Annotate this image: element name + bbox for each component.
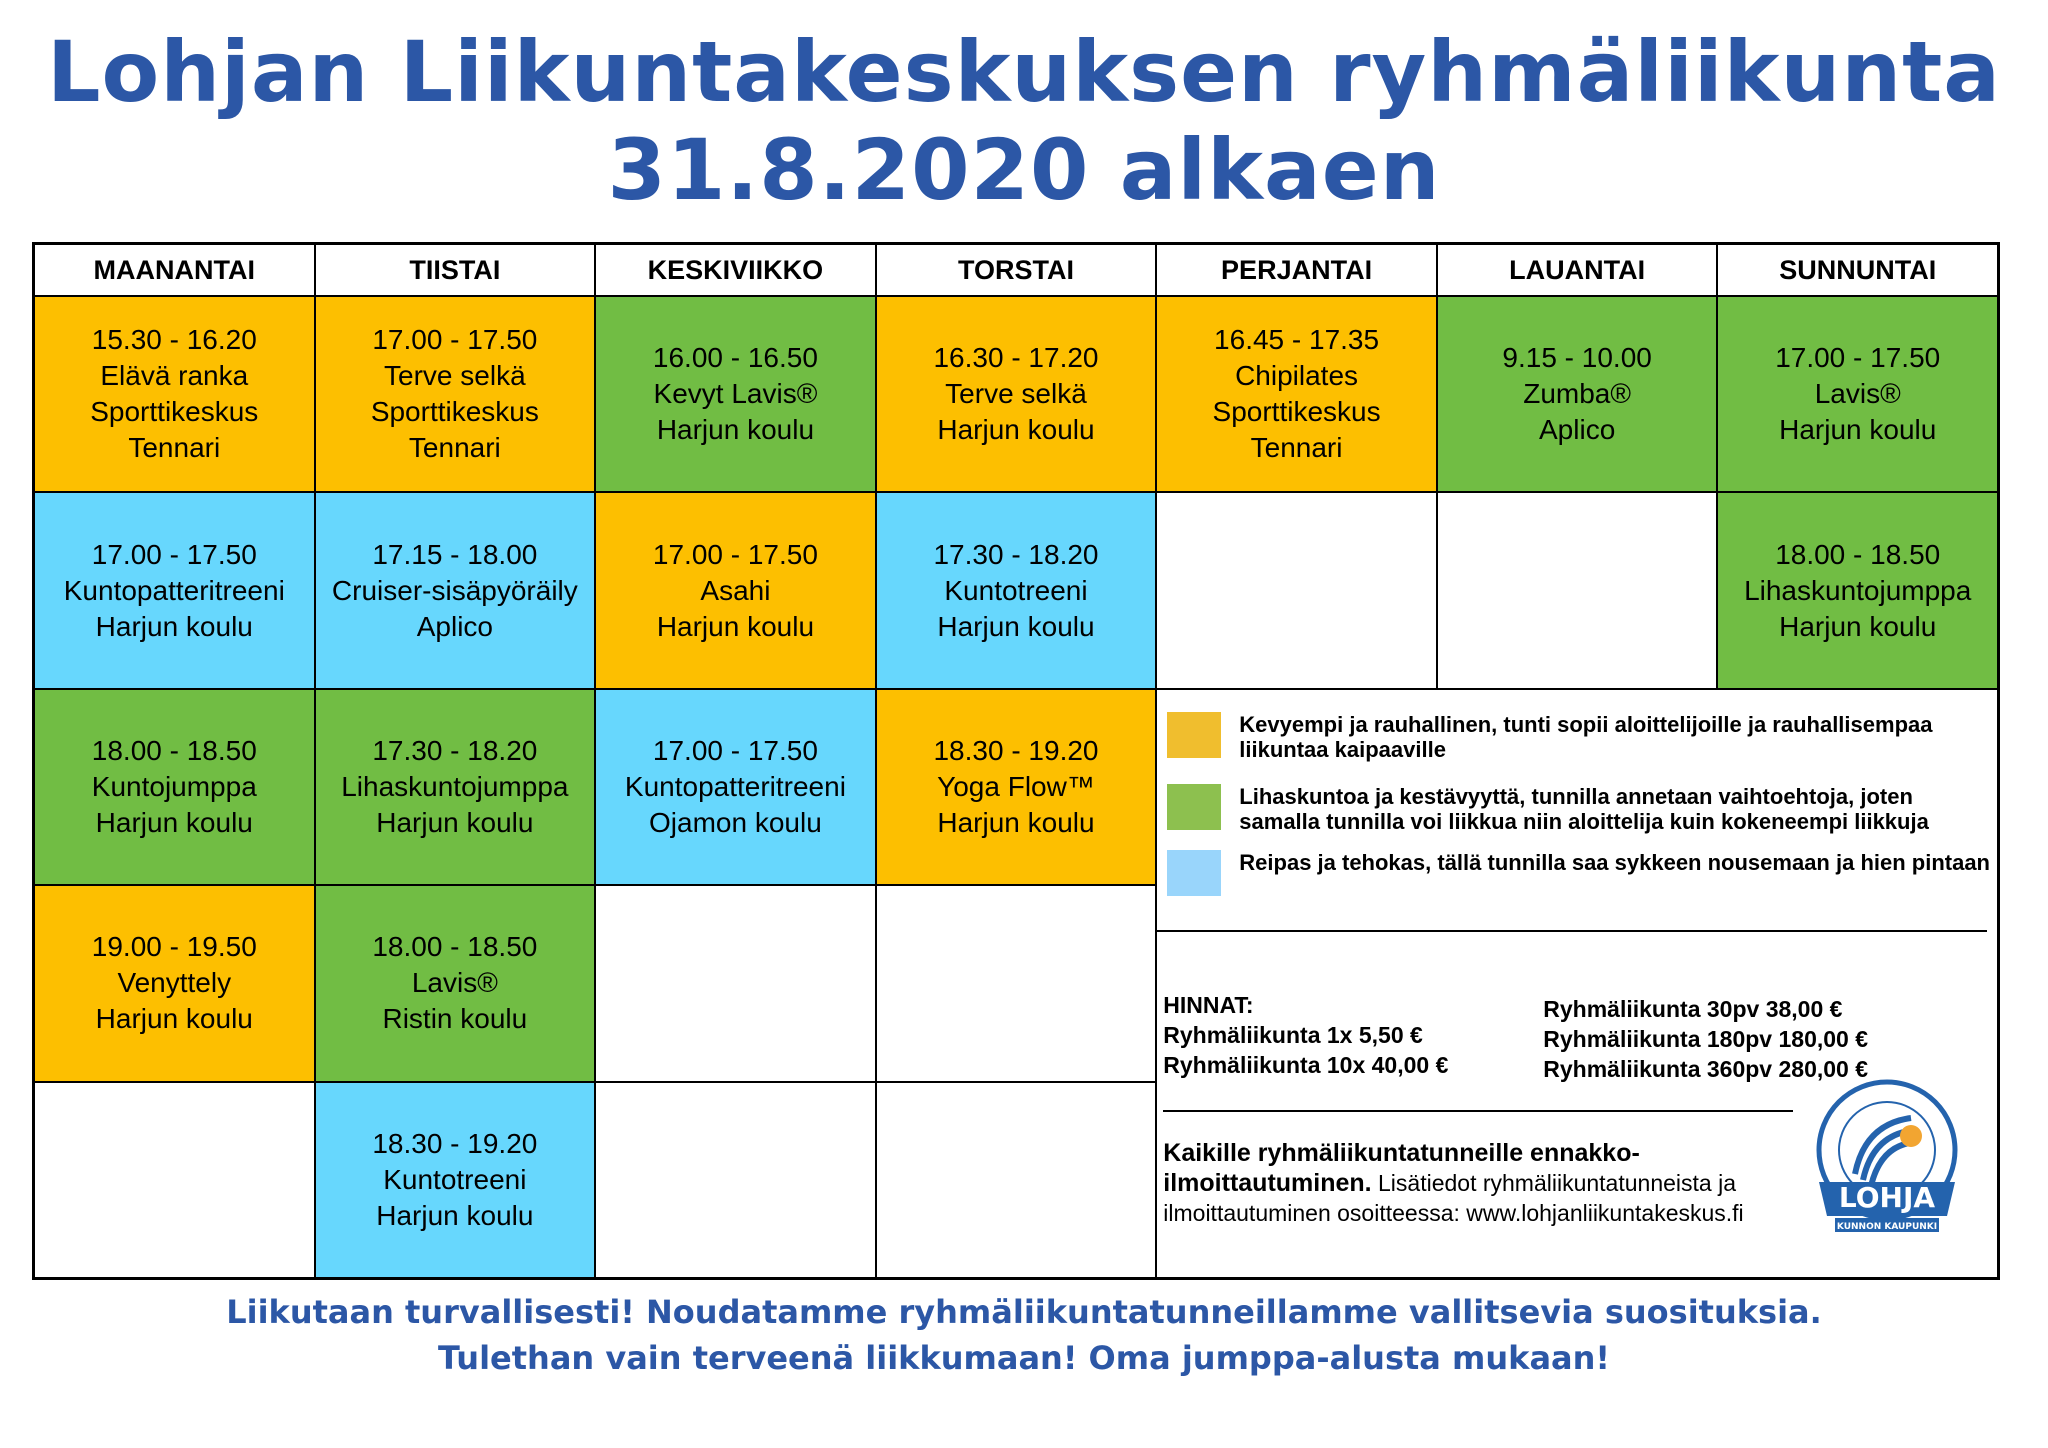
footer-line-2: Tulethan vain terveenä liikkumaan! Oma jumppa-alusta mukaan! xyxy=(437,1339,1610,1377)
class-time: 17.00 - 17.50 xyxy=(652,538,818,570)
class-location: Harjun koulu xyxy=(376,1199,534,1231)
day-header: MAANANTAI xyxy=(35,245,314,295)
registration-note-text: Lisätiedot ryhmäliikuntatunneista ja ilmoittautuminen osoitteessa: www.lohjanliikuntakeskus.fi xyxy=(1163,1169,1744,1226)
empty-cell xyxy=(877,886,1156,1080)
legend-swatch-blue xyxy=(1167,850,1221,896)
class-time: 17.00 - 17.50 xyxy=(1775,342,1941,374)
price-item: Ryhmäliikunta 1x 5,50 € xyxy=(1163,1021,1423,1048)
class-name: Kuntopatteritreeni xyxy=(624,770,846,802)
registration-note-bold: Kaikille ryhmäliikuntatunneille ennakko-ilmoittautuminen. xyxy=(1163,1138,1640,1197)
class-name: Lavis® xyxy=(1814,378,1901,410)
class-location: Harjun koulu xyxy=(656,610,815,642)
prices-heading: HINNAT: xyxy=(1163,991,1254,1018)
class-cell xyxy=(596,690,875,884)
class-location: Tennari xyxy=(1250,432,1343,464)
day-header: LAUANTAI xyxy=(1438,245,1717,295)
class-cell xyxy=(1157,297,1436,491)
empty-cell xyxy=(877,1083,1156,1277)
class-cell xyxy=(877,297,1156,491)
class-time: 18.00 - 18.50 xyxy=(372,931,538,963)
price-item: Ryhmäliikunta 360pv 280,00 € xyxy=(1543,1055,1869,1082)
class-location: Harjun koulu xyxy=(1779,414,1937,446)
class-time: 18.00 - 18.50 xyxy=(1775,538,1941,570)
class-cell xyxy=(316,493,595,687)
class-cell xyxy=(1438,297,1717,491)
class-time: 18.30 - 19.20 xyxy=(372,1127,538,1159)
class-name: Kuntopatteritreeni xyxy=(63,574,285,606)
class-name: Kuntotreeni xyxy=(383,1163,527,1195)
divider xyxy=(1157,930,1987,932)
class-location: Tennari xyxy=(128,432,221,464)
empty-cell xyxy=(596,886,875,1080)
class-location: Harjun koulu xyxy=(656,414,815,446)
class-name: Kevyt Lavis® xyxy=(653,378,818,410)
class-time: 18.30 - 19.20 xyxy=(933,734,1099,766)
class-location: Sporttikeskus xyxy=(370,396,539,428)
class-cell xyxy=(316,1083,595,1277)
price-item: Ryhmäliikunta 10x 40,00 € xyxy=(1163,1051,1449,1078)
class-location: Harjun koulu xyxy=(376,806,534,838)
class-name: Terve selkä xyxy=(945,378,1087,410)
class-cell xyxy=(35,493,314,687)
class-time: 17.30 - 18.20 xyxy=(933,538,1099,570)
footer-line-1: Liikutaan turvallisesti! Noudatamme ryhmäliikuntatunneillamme vallitsevia suosituksia. xyxy=(226,1293,1822,1331)
price-item: Ryhmäliikunta 30pv 38,00 € xyxy=(1543,995,1843,1022)
day-header: KESKIVIIKKO xyxy=(596,245,875,295)
empty-cell xyxy=(596,1083,875,1277)
divider xyxy=(1163,1110,1793,1112)
class-cell xyxy=(596,297,875,491)
class-location: Sporttikeskus xyxy=(90,396,259,428)
class-cell xyxy=(35,886,314,1080)
class-location: Ojamon koulu xyxy=(649,806,822,838)
schedule-table xyxy=(32,242,2000,1280)
class-time: 17.00 - 17.50 xyxy=(91,538,257,570)
class-location: Aplico xyxy=(1539,414,1616,446)
empty-cell xyxy=(1157,493,1436,687)
class-cell xyxy=(316,297,595,491)
class-time: 17.15 - 18.00 xyxy=(372,538,538,570)
class-name: Elävä ranka xyxy=(100,360,249,392)
legend-text: Lihaskuntoa ja kestävyyttä, tunnilla annetaan vaihtoehtoja, joten samalla tunnilla voi liikkua niin aloittelija kuin kokeneempi liikkuja xyxy=(1239,783,1929,834)
class-cell xyxy=(35,297,314,491)
class-name: Kuntojumppa xyxy=(91,770,257,802)
day-header: SUNNUNTAI xyxy=(1718,245,1997,295)
class-cell xyxy=(596,493,875,687)
legend-item-intense xyxy=(1167,850,1999,896)
day-header: TIISTAI xyxy=(316,245,595,295)
class-time: 17.00 - 17.50 xyxy=(372,324,538,356)
class-cell xyxy=(316,886,595,1080)
class-name: Kuntotreeni xyxy=(944,574,1088,606)
class-location: Harjun koulu xyxy=(937,806,1095,838)
registration-note xyxy=(1163,1138,1783,1228)
class-cell xyxy=(316,690,595,884)
logo-name: LOHJA xyxy=(1839,1180,1936,1214)
info-panel xyxy=(1157,690,1997,1277)
class-time: 16.00 - 16.50 xyxy=(652,342,818,374)
class-cell xyxy=(877,493,1156,687)
class-time: 17.00 - 17.50 xyxy=(652,734,818,766)
class-location: Tennari xyxy=(408,432,501,464)
price-item: Ryhmäliikunta 180pv 180,00 € xyxy=(1543,1025,1869,1052)
empty-cell xyxy=(35,1083,314,1277)
class-location: Harjun koulu xyxy=(937,610,1095,642)
class-time: 19.00 - 19.50 xyxy=(91,931,257,963)
class-time: 15.30 - 16.20 xyxy=(91,324,257,356)
class-time: 17.30 - 18.20 xyxy=(372,734,538,766)
class-location: Sporttikeskus xyxy=(1212,396,1381,428)
class-location: Harjun koulu xyxy=(95,1003,253,1035)
page-subtitle-date: 31.8.2020 alkaen xyxy=(607,121,1441,219)
class-location: Harjun koulu xyxy=(937,414,1095,446)
class-name: Lihaskuntojumppa xyxy=(1744,574,1972,606)
legend-item-medium xyxy=(1167,784,1999,834)
class-cell xyxy=(1718,493,1997,687)
class-cell xyxy=(877,690,1156,884)
class-name: Venyttely xyxy=(117,967,232,999)
lohja-logo xyxy=(1807,1078,1967,1238)
legend-swatch-orange xyxy=(1167,712,1221,758)
logo-subtitle: KUNNON KAUPUNKI xyxy=(1837,1221,1938,1232)
class-name: Terve selkä xyxy=(384,360,526,392)
page-title: Lohjan Liikuntakeskuksen ryhmäliikunta xyxy=(47,23,2001,121)
class-location: Harjun koulu xyxy=(95,610,253,642)
class-location: Ristin koulu xyxy=(382,1003,528,1035)
empty-cell xyxy=(1438,493,1717,687)
legend-text: Reipas ja tehokas, tällä tunnilla saa sykkeen nousemaan ja hien pintaan xyxy=(1239,849,1990,875)
class-time: 16.30 - 17.20 xyxy=(933,342,1099,374)
class-name: Asahi xyxy=(700,574,771,606)
legend-item-light xyxy=(1167,712,1999,762)
legend-swatch-green xyxy=(1167,784,1221,830)
class-time: 16.45 - 17.35 xyxy=(1214,324,1380,356)
class-name: Chipilates xyxy=(1235,360,1359,392)
legend-text: Kevyempi ja rauhallinen, tunti sopii aloittelijoille ja rauhallisempaa liikuntaa kaipaaville xyxy=(1239,711,1933,762)
day-header: PERJANTAI xyxy=(1157,245,1436,295)
class-name: Cruiser-sisäpyöräily xyxy=(331,574,578,606)
class-name: Lihaskuntojumppa xyxy=(341,770,569,802)
class-location: Harjun koulu xyxy=(95,806,253,838)
class-cell xyxy=(35,690,314,884)
class-cell xyxy=(1718,297,1997,491)
class-time: 9.15 - 10.00 xyxy=(1502,342,1652,374)
class-name: Yoga Flow™ xyxy=(937,770,1095,802)
class-name: Lavis® xyxy=(411,967,498,999)
class-location: Harjun koulu xyxy=(1779,610,1937,642)
class-time: 18.00 - 18.50 xyxy=(91,734,257,766)
class-location: Aplico xyxy=(416,610,493,642)
class-name: Zumba® xyxy=(1523,378,1632,410)
day-header: TORSTAI xyxy=(877,245,1156,295)
